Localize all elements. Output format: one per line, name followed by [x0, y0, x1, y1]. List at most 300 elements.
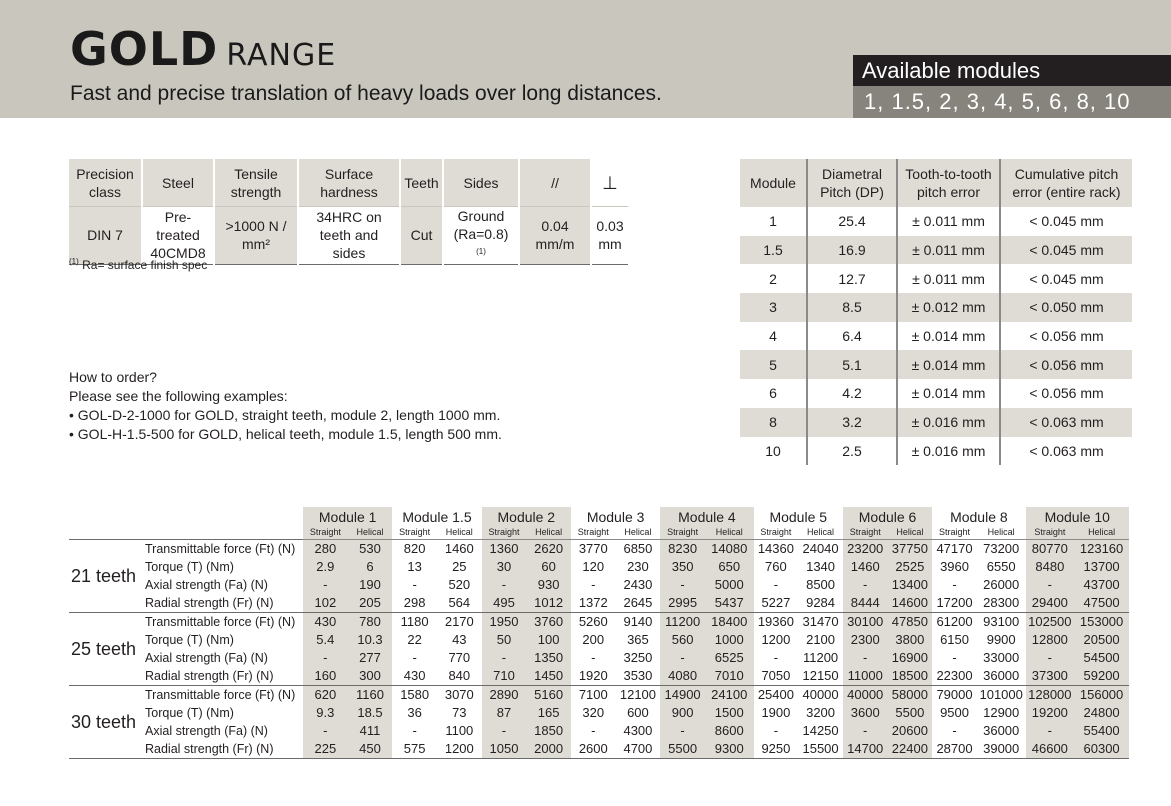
module-cell: 6.4	[807, 322, 897, 351]
performance-value: 230	[627, 559, 649, 574]
module-cell: 5.1	[807, 350, 897, 379]
module-cell: 25.4	[807, 207, 897, 236]
teeth-type-header: Helical	[348, 526, 393, 540]
performance-value: 13400	[888, 576, 933, 594]
performance-value: 102500	[1026, 613, 1075, 632]
teeth-type-header-row	[69, 526, 1129, 540]
spec-value-cell: Pre-treated 40CMD8	[142, 207, 214, 265]
performance-value: 1580	[392, 686, 437, 705]
performance-row-label: Torque (T) (Nm)	[145, 560, 234, 574]
teeth-type-header: Straight	[843, 526, 888, 540]
performance-value: 14360	[754, 540, 799, 559]
performance-value: -	[773, 577, 779, 592]
module-group-header: Module 2	[482, 507, 571, 526]
performance-value: -	[591, 723, 596, 738]
performance-row	[69, 740, 1129, 759]
module-cell: < 0.045 mm	[1000, 236, 1132, 265]
module-cell: < 0.050 mm	[1000, 293, 1132, 322]
performance-value: 73	[452, 705, 467, 720]
module-cell: 16.9	[807, 236, 897, 265]
performance-value: 9500	[940, 705, 969, 720]
performance-value: 1450	[526, 667, 571, 686]
performance-table-body	[69, 507, 1129, 759]
module-group-header: Module 6	[843, 507, 932, 526]
performance-value: -	[1026, 576, 1075, 594]
performance-value: 12150	[798, 667, 843, 686]
performance-value: 3770	[571, 540, 616, 559]
performance-value: 530	[348, 540, 393, 559]
performance-value: 22300	[932, 667, 977, 686]
spec-header-cell: Surface hardness	[298, 159, 400, 207]
performance-value: 1950	[482, 613, 527, 632]
performance-value: 47500	[1074, 594, 1129, 613]
performance-value: 9250	[754, 740, 799, 759]
spec-header-cell: Teeth	[400, 159, 443, 207]
performance-value: 14250	[802, 723, 839, 738]
performance-value: 36000	[977, 667, 1026, 686]
module-header-cell: Cumulative pitch error (entire rack)	[1000, 159, 1132, 207]
performance-value: 87	[482, 704, 527, 722]
performance-value: 43700	[1074, 576, 1129, 594]
performance-value: 101000	[977, 686, 1026, 705]
performance-value: 14900	[660, 686, 705, 705]
order-question: How to order?	[69, 369, 157, 385]
performance-value: 8444	[843, 594, 888, 613]
performance-value: -	[660, 649, 705, 667]
performance-row-label: Axial strength (Fa) (N)	[145, 724, 268, 738]
performance-value: 19360	[754, 613, 799, 632]
performance-value: 365	[627, 632, 649, 647]
performance-value: 12800	[1026, 631, 1075, 649]
performance-value: 58000	[888, 686, 933, 705]
spec-value-cell: DIN 7	[69, 207, 142, 265]
module-cell: ± 0.014 mm	[897, 379, 1000, 408]
performance-value: -	[591, 650, 596, 665]
performance-value: 2300	[843, 631, 888, 649]
performance-value: 160	[303, 667, 348, 686]
performance-value: 11200	[660, 613, 705, 632]
performance-value: 5160	[526, 686, 571, 705]
performance-row-label: Transmittable force (Ft) (N)	[142, 540, 303, 559]
performance-value: 93100	[977, 613, 1026, 632]
spec-value-cell: >1000 N / mm²	[214, 207, 298, 265]
performance-value: 54500	[1074, 649, 1129, 667]
performance-value: 1180	[392, 613, 437, 632]
performance-value: -	[591, 577, 596, 592]
teeth-type-header: Helical	[437, 526, 482, 540]
module-cell: < 0.045 mm	[1029, 270, 1104, 287]
performance-value: 6	[348, 558, 393, 576]
module-cell: < 0.063 mm	[1000, 408, 1132, 437]
blank-cell	[142, 526, 303, 540]
teeth-type-header: Helical	[616, 526, 661, 540]
performance-row-label: Torque (T) (Nm)	[145, 633, 234, 647]
performance-row	[69, 704, 1129, 722]
module-row	[740, 379, 1132, 408]
performance-value: 40000	[798, 686, 843, 705]
performance-value: -	[412, 577, 417, 592]
performance-value: 3200	[806, 705, 836, 720]
performance-value: 11200	[802, 650, 839, 665]
module-header-cell: Module	[740, 159, 807, 207]
performance-value: 2170	[437, 613, 482, 632]
performance-value: 73200	[977, 540, 1026, 559]
module-header-row	[740, 159, 1132, 207]
performance-value: 9140	[616, 613, 661, 632]
performance-value: 6525	[705, 649, 754, 667]
performance-value: 280	[303, 540, 348, 559]
performance-row	[69, 649, 1129, 667]
order-example: • GOL-D-2-1000 for GOLD, straight teeth, module 2, length 1000 mm.	[69, 407, 501, 423]
performance-value: -	[412, 650, 417, 665]
teeth-type-header: Straight	[754, 526, 799, 540]
performance-value: 128000	[1026, 686, 1075, 705]
performance-value: 37300	[1026, 667, 1075, 686]
performance-value: 2645	[616, 594, 661, 613]
performance-value: 12900	[983, 705, 1020, 720]
performance-value: 36	[407, 705, 422, 720]
performance-value: -	[952, 577, 957, 592]
performance-value: 18.5	[348, 704, 393, 722]
performance-value: 46600	[1026, 740, 1075, 759]
performance-value: 350	[660, 558, 705, 576]
module-cell: 2	[740, 264, 807, 293]
performance-value: -	[1026, 649, 1075, 667]
performance-value: 13700	[1074, 558, 1129, 576]
performance-value: 495	[482, 594, 527, 613]
performance-value: -	[482, 576, 527, 594]
performance-value: 31470	[798, 613, 843, 632]
teeth-type-header: Straight	[1026, 526, 1075, 540]
performance-value: 1000	[705, 631, 754, 649]
performance-value: 59200	[1074, 667, 1129, 686]
performance-value: 165	[526, 704, 571, 722]
performance-value: 8500	[806, 577, 836, 592]
performance-value: 4700	[616, 740, 661, 759]
performance-row-label: Torque (T) (Nm)	[145, 706, 234, 720]
performance-value: 1460	[437, 540, 482, 559]
performance-value: 12100	[616, 686, 661, 705]
performance-value: 7050	[754, 667, 799, 686]
module-row	[740, 207, 1132, 236]
module-cell: ± 0.012 mm	[897, 293, 1000, 322]
module-cell: 8	[740, 408, 807, 437]
performance-value: 5500	[660, 740, 705, 759]
performance-row-label: Radial strength (Fr) (N)	[142, 594, 303, 613]
teeth-type-header: Helical	[705, 526, 754, 540]
performance-row	[69, 576, 1129, 594]
performance-value: 930	[526, 576, 571, 594]
available-modules-list: 1, 1.5, 2, 3, 4, 5, 6, 8, 10	[853, 86, 1171, 118]
performance-value: 7100	[571, 686, 616, 705]
performance-value: 28700	[932, 740, 977, 759]
performance-value: 2890	[482, 686, 527, 705]
performance-value: 6850	[616, 540, 661, 559]
module-cell: 3	[740, 293, 807, 322]
performance-value: 18400	[705, 613, 754, 632]
teeth-type-header: Straight	[303, 526, 348, 540]
performance-value: 560	[660, 631, 705, 649]
module-group-header-row	[69, 507, 1129, 526]
performance-value: 15500	[798, 740, 843, 759]
performance-value: 47850	[888, 613, 933, 632]
performance-value: 5500	[888, 704, 933, 722]
performance-value: 24100	[705, 686, 754, 705]
footnote-marker: (1)	[69, 257, 79, 266]
spec-value-cell: Cut	[400, 207, 443, 265]
performance-value: 1050	[482, 740, 527, 759]
performance-value: 5437	[705, 594, 754, 613]
performance-value: -	[412, 723, 417, 738]
performance-value: 19200	[1026, 704, 1075, 722]
performance-value: 18500	[888, 667, 933, 686]
performance-value: 22	[407, 632, 422, 647]
performance-value: 100	[526, 631, 571, 649]
performance-value: 61200	[932, 613, 977, 632]
performance-value: 6150	[940, 632, 969, 647]
sides-footnote-marker: (1)	[476, 247, 486, 256]
performance-value: 3600	[843, 704, 888, 722]
module-cell: ± 0.014 mm	[897, 350, 1000, 379]
performance-value: 430	[392, 667, 437, 686]
module-group-header: Module 4	[660, 507, 753, 526]
performance-value: 60300	[1074, 740, 1129, 759]
performance-row-label: Radial strength (Fr) (N)	[142, 667, 303, 686]
performance-value: -	[843, 576, 888, 594]
teeth-group-label: 30 teeth	[69, 686, 142, 759]
order-example: • GOL-H-1.5-500 for GOLD, helical teeth, module 1.5, length 500 mm.	[69, 426, 502, 442]
sides-value: Ground (Ra=0.8)	[453, 208, 509, 242]
performance-value: 40000	[843, 686, 888, 705]
performance-value: 14600	[888, 594, 933, 613]
module-cell: 12.7	[807, 264, 897, 293]
performance-value: 430	[303, 613, 348, 632]
performance-value: 200	[582, 632, 605, 647]
performance-value: 600	[627, 705, 649, 720]
spec-header-cell: Precision class	[69, 159, 142, 207]
performance-value: 8480	[1026, 558, 1075, 576]
module-header-cell: Diametral Pitch (DP)	[807, 159, 897, 207]
performance-row	[69, 594, 1129, 613]
performance-value: 20500	[1074, 631, 1129, 649]
performance-value: 205	[348, 594, 393, 613]
blank-cell	[142, 507, 303, 526]
performance-value: 47170	[932, 540, 977, 559]
performance-value: -	[660, 722, 705, 740]
teeth-type-header: Straight	[660, 526, 705, 540]
performance-value: 575	[392, 740, 437, 759]
performance-value: 5260	[571, 613, 616, 632]
performance-row-label: Transmittable force (Ft) (N)	[142, 686, 303, 705]
module-row	[740, 408, 1132, 437]
brand-bold: GOLD	[70, 22, 219, 76]
performance-value: 1500	[705, 704, 754, 722]
performance-value: -	[482, 722, 527, 740]
performance-value: 3250	[623, 650, 653, 665]
footnote-text: Ra= surface finish spec	[82, 258, 208, 272]
performance-value: 24040	[798, 540, 843, 559]
performance-value: -	[773, 650, 779, 665]
performance-value: 277	[348, 649, 393, 667]
performance-value: 1900	[761, 705, 791, 720]
module-group-header: Module 8	[950, 508, 1008, 525]
teeth-type-header: Helical	[526, 526, 571, 540]
performance-row-label: Axial strength (Fa) (N)	[145, 651, 268, 665]
module-cell: < 0.056 mm	[1029, 328, 1104, 345]
performance-value: 7010	[705, 667, 754, 686]
performance-value: 13	[407, 559, 422, 574]
performance-row	[69, 631, 1129, 649]
performance-value: 3760	[526, 613, 571, 632]
spec-header-row	[69, 159, 628, 207]
performance-value: 14080	[705, 540, 754, 559]
performance-value: -	[843, 722, 888, 740]
teeth-type-header: Helical	[798, 526, 843, 540]
module-cell: < 0.056 mm	[1029, 385, 1104, 402]
teeth-type-header: Straight	[392, 526, 437, 540]
performance-value: 30100	[843, 613, 888, 632]
performance-value: -	[952, 650, 957, 665]
module-group-header: Module 1	[303, 507, 392, 526]
performance-row	[69, 613, 1129, 632]
performance-value: -	[843, 649, 888, 667]
performance-row-label: Transmittable force (Ft) (N)	[142, 613, 303, 632]
performance-value: 156000	[1074, 686, 1129, 705]
performance-value: 2995	[660, 594, 705, 613]
performance-value: 298	[392, 594, 437, 613]
performance-value: 650	[705, 558, 754, 576]
teeth-type-header: Straight	[482, 526, 527, 540]
performance-value: 620	[303, 686, 348, 705]
performance-value: 520	[448, 577, 471, 592]
performance-value: 3530	[616, 667, 661, 686]
performance-value: 2000	[526, 740, 571, 759]
performance-value: 564	[437, 594, 482, 613]
performance-row	[69, 667, 1129, 686]
performance-value: 20600	[888, 722, 933, 740]
performance-value: 10.3	[348, 631, 393, 649]
teeth-type-header: Straight	[571, 526, 616, 540]
performance-value: 33000	[983, 650, 1020, 665]
performance-value: 23200	[843, 540, 888, 559]
performance-value: 1200	[761, 632, 791, 647]
footnote	[69, 257, 207, 272]
performance-value: 30	[482, 558, 527, 576]
performance-row	[69, 686, 1129, 705]
performance-value: 4080	[660, 667, 705, 686]
available-modules-title: Available modules	[853, 55, 1171, 86]
module-cell: 4.2	[807, 379, 897, 408]
module-cell: ± 0.016 mm	[897, 408, 1000, 437]
performance-value: 50	[482, 631, 527, 649]
performance-value: 2525	[888, 558, 933, 576]
performance-value: -	[303, 576, 348, 594]
module-cell: ± 0.011 mm	[897, 264, 1000, 293]
performance-value: 3960	[940, 559, 969, 574]
performance-value: 1100	[445, 723, 474, 738]
performance-value: 300	[348, 667, 393, 686]
performance-value: 80770	[1026, 540, 1075, 559]
blank-cell	[69, 526, 142, 540]
performance-value: 3070	[437, 686, 482, 705]
performance-value: 5000	[705, 576, 754, 594]
performance-value: -	[773, 723, 779, 738]
module-cell: 6	[740, 379, 807, 408]
performance-value: 2100	[806, 632, 836, 647]
performance-value: 320	[582, 705, 605, 720]
performance-value: 79000	[932, 686, 977, 705]
performance-value: 25400	[754, 686, 799, 705]
performance-value: 411	[348, 722, 393, 740]
performance-value: 55400	[1074, 722, 1129, 740]
performance-value: 22400	[888, 740, 933, 759]
module-group-header: Module 5	[769, 508, 828, 525]
performance-value: 840	[437, 667, 482, 686]
module-row	[740, 264, 1132, 293]
performance-value: 153000	[1074, 613, 1129, 632]
spec-header-cell: Steel	[142, 159, 214, 207]
teeth-type-header: Helical	[977, 526, 1026, 540]
performance-value: 120	[582, 559, 605, 574]
performance-value: 9900	[986, 632, 1016, 647]
performance-value: 37750	[888, 540, 933, 559]
performance-value: 1012	[526, 594, 571, 613]
performance-row	[69, 540, 1129, 559]
performance-row-label: Radial strength (Fr) (N)	[142, 740, 303, 759]
module-cell: < 0.056 mm	[1000, 350, 1132, 379]
module-row	[740, 293, 1132, 322]
teeth-type-header: Helical	[1074, 526, 1129, 540]
performance-value: -	[303, 722, 348, 740]
module-row	[740, 350, 1132, 379]
teeth-group-label: 21 teeth	[69, 540, 142, 613]
module-cell: 2.5	[807, 437, 897, 466]
performance-value: 5227	[754, 594, 799, 613]
performance-value: 1200	[437, 740, 482, 759]
module-cell: 1	[740, 207, 807, 236]
performance-row-label: Axial strength (Fa) (N)	[145, 578, 268, 592]
module-cell: 1.5	[740, 236, 807, 265]
performance-value: 760	[765, 559, 787, 574]
module-cell: 3.2	[807, 408, 897, 437]
performance-value: 26000	[983, 577, 1020, 592]
performance-value: 225	[303, 740, 348, 759]
blank-cell	[69, 507, 142, 526]
performance-value: 8600	[705, 722, 754, 740]
performance-value: 6550	[986, 559, 1016, 574]
header-banner	[0, 0, 1171, 118]
performance-value: 3800	[888, 631, 933, 649]
performance-value: 25	[452, 559, 467, 574]
teeth-group-label: 25 teeth	[69, 613, 142, 686]
tagline: Fast and precise translation of heavy loads over long distances.	[70, 82, 662, 105]
order-intro: Please see the following examples:	[69, 388, 288, 404]
performance-value: 60	[526, 558, 571, 576]
module-cell: ± 0.011 mm	[897, 236, 1000, 265]
module-table-body	[740, 207, 1132, 465]
performance-value: 39000	[977, 740, 1026, 759]
performance-value: 8230	[660, 540, 705, 559]
performance-value: 900	[660, 704, 705, 722]
performance-value: 17200	[932, 594, 977, 613]
performance-value: 5.4	[303, 631, 348, 649]
performance-value: 123160	[1074, 540, 1129, 559]
module-cell: < 0.063 mm	[1029, 442, 1104, 459]
performance-value: 1372	[571, 594, 616, 613]
module-cell: ± 0.014 mm	[897, 322, 1000, 351]
module-row	[740, 322, 1132, 351]
performance-value: 710	[482, 667, 527, 686]
